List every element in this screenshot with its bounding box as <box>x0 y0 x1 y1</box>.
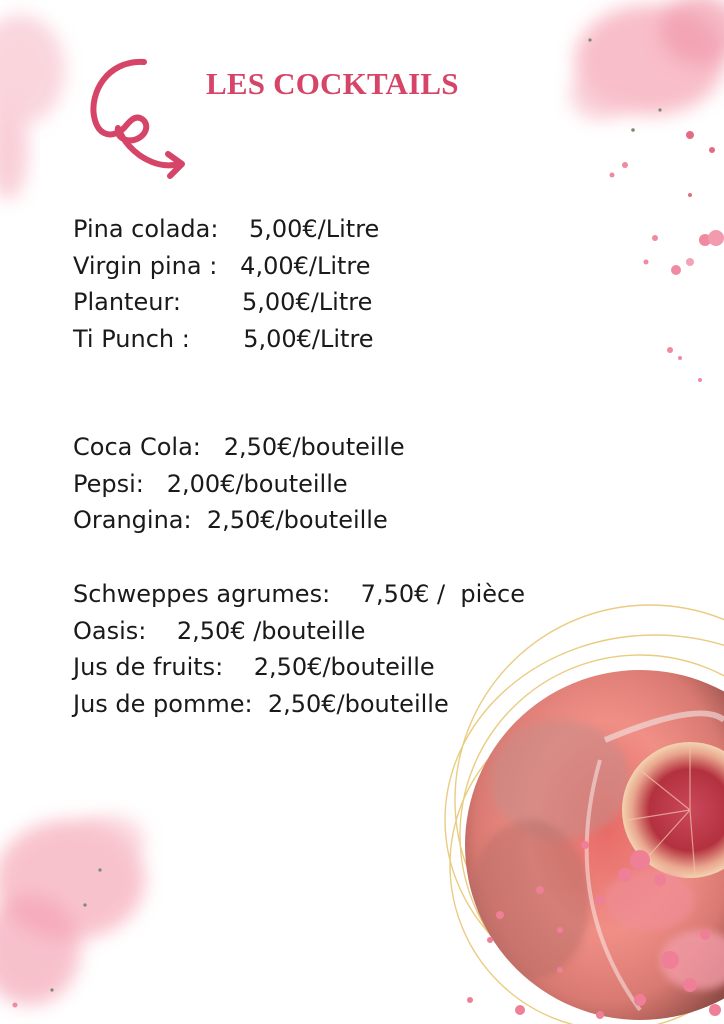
watercolor-splash-top-right <box>570 0 724 382</box>
menu-item: Planteur: 5,00€/Litre <box>73 288 373 316</box>
menu-item: Jus de pomme: 2,50€/bouteille <box>73 689 449 718</box>
menu-item: Virgin pina : 4,00€/Litre <box>73 251 371 280</box>
menu-item: Schweppes agrumes: 7,50€ / pièce <box>73 580 525 608</box>
menu-item: Jus de fruits: 2,50€/bouteille <box>73 653 435 681</box>
menu-item: Ti Punch : 5,00€/Litre <box>73 324 374 353</box>
other-drinks-list <box>73 576 525 722</box>
watercolor-splash-bottom-left <box>0 815 145 1008</box>
menu-item: Oasis: 2,50€ /bouteille <box>73 616 366 645</box>
menu-item: Pepsi: 2,00€/bouteille <box>73 469 348 498</box>
sodas-list <box>73 429 405 539</box>
heart-arrow-icon <box>86 54 190 186</box>
menu-item: Coca Cola: 2,50€/bouteille <box>73 433 405 461</box>
cocktails-list <box>73 211 379 357</box>
menu-item: Orangina: 2,50€/bouteille <box>73 506 388 534</box>
menu-item: Pina colada: 5,00€/Litre <box>73 215 380 243</box>
watercolor-splash-top-left <box>0 15 65 200</box>
page-title: LES COCKTAILS <box>206 66 459 101</box>
